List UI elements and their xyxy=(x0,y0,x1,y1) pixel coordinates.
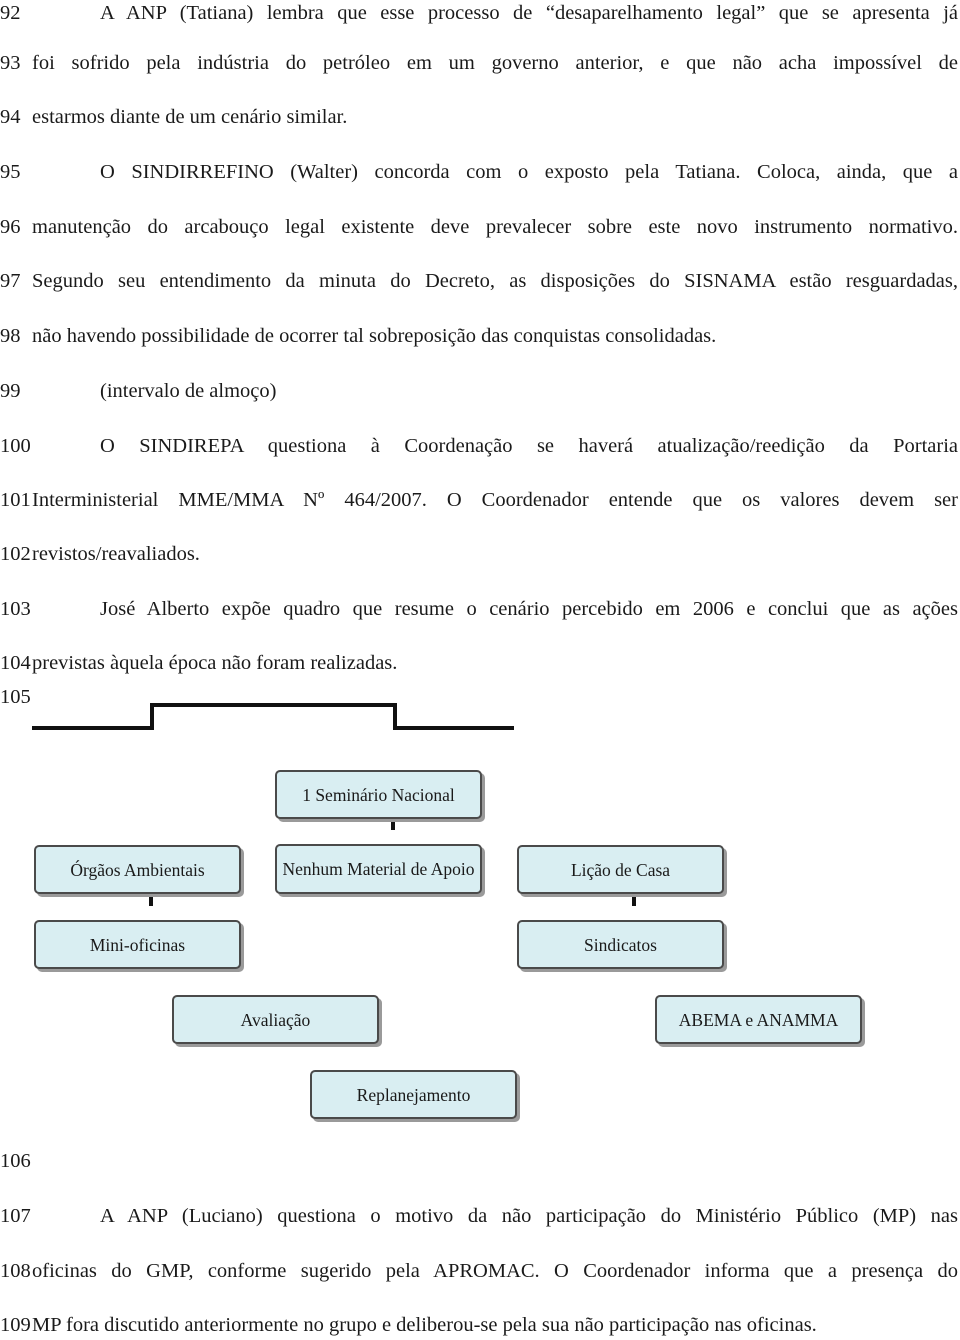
box-avaliacao: Avaliação xyxy=(172,995,379,1044)
line-number: 94 xyxy=(0,106,21,128)
step-line xyxy=(32,705,514,728)
line-number: 103 xyxy=(0,598,31,620)
line-text: A ANP (Luciano) questiona o motivo da não participação do Ministério Público (MP) nas xyxy=(100,1205,958,1227)
line-text: estarmos diante de um cenário similar. xyxy=(32,106,348,128)
line-number: 96 xyxy=(0,216,21,238)
line-number: 92 xyxy=(0,2,21,24)
line-number: 108 xyxy=(0,1260,31,1282)
line-text: MP fora discutido anteriormente no grupo e deliberou-se pela sua não participação nas oficinas. xyxy=(32,1314,817,1336)
line-text: A ANP (Tatiana) lembra que esse processo de “desaparelhamento legal” que se apresenta já xyxy=(100,2,958,24)
line-number: 95 xyxy=(0,161,21,183)
line-text: Segundo seu entendimento da minuta do Decreto, as disposições do SISNAMA estão resguardadas, xyxy=(32,270,958,292)
line-text: José Alberto expõe quadro que resume o cenário percebido em 2006 e conclui que as ações xyxy=(100,598,958,620)
line-text: (intervalo de almoço) xyxy=(100,380,277,402)
scenario-diagram xyxy=(0,690,960,1140)
box-seminario-nacional: 1 Seminário Nacional xyxy=(275,770,482,819)
line-text: previstas àquela época não foram realizadas. xyxy=(32,652,398,674)
line-text: manutenção do arcabouço legal existente deve prevalecer sobre este novo instrumento normativo. xyxy=(32,216,958,238)
line-text: oficinas do GMP, conforme sugerido pela APROMAC. O Coordenador informa que a presença do xyxy=(32,1260,958,1282)
line-number: 101 xyxy=(0,489,31,511)
line-number: 97 xyxy=(0,270,21,292)
box-abema-anamma: ABEMA e ANAMMA xyxy=(655,995,862,1044)
line-number: 93 xyxy=(0,52,21,74)
line-number: 102 xyxy=(0,543,31,565)
line-number: 98 xyxy=(0,325,21,347)
box-licao-de-casa: Lição de Casa xyxy=(517,845,724,894)
line-number: 107 xyxy=(0,1205,31,1227)
line-text: O SINDIRREFINO (Walter) concorda com o exposto pela Tatiana. Coloca, ainda, que a xyxy=(100,161,958,183)
box-orgaos-ambientais: Órgãos Ambientais xyxy=(34,845,241,894)
line-number: 104 xyxy=(0,652,31,674)
line-number: 100 xyxy=(0,435,31,457)
box-mini-oficinas: Mini-oficinas xyxy=(34,920,241,969)
line-number: 99 xyxy=(0,380,21,402)
line-text: foi sofrido pela indústria do petróleo em um governo anterior, e que não acha impossível de xyxy=(32,52,958,74)
box-nenhum-material-apoio: Nenhum Material de Apoio xyxy=(275,844,482,894)
line-text: O SINDIREPA questiona à Coordenação se haverá atualização/reedição da Portaria xyxy=(100,435,958,457)
line-number: 109 xyxy=(0,1314,31,1336)
line-text: revistos/reavaliados. xyxy=(32,543,200,565)
line-text: não havendo possibilidade de ocorrer tal sobreposição das conquistas consolidadas. xyxy=(32,325,717,347)
box-replanejamento: Replanejamento xyxy=(310,1070,517,1119)
box-sindicatos: Sindicatos xyxy=(517,920,724,969)
line-number: 105 xyxy=(0,686,31,708)
line-text: Interministerial MME/MMA Nº 464/2007. O Coordenador entende que os valores devem ser xyxy=(32,489,958,511)
line-number: 106 xyxy=(0,1150,31,1172)
